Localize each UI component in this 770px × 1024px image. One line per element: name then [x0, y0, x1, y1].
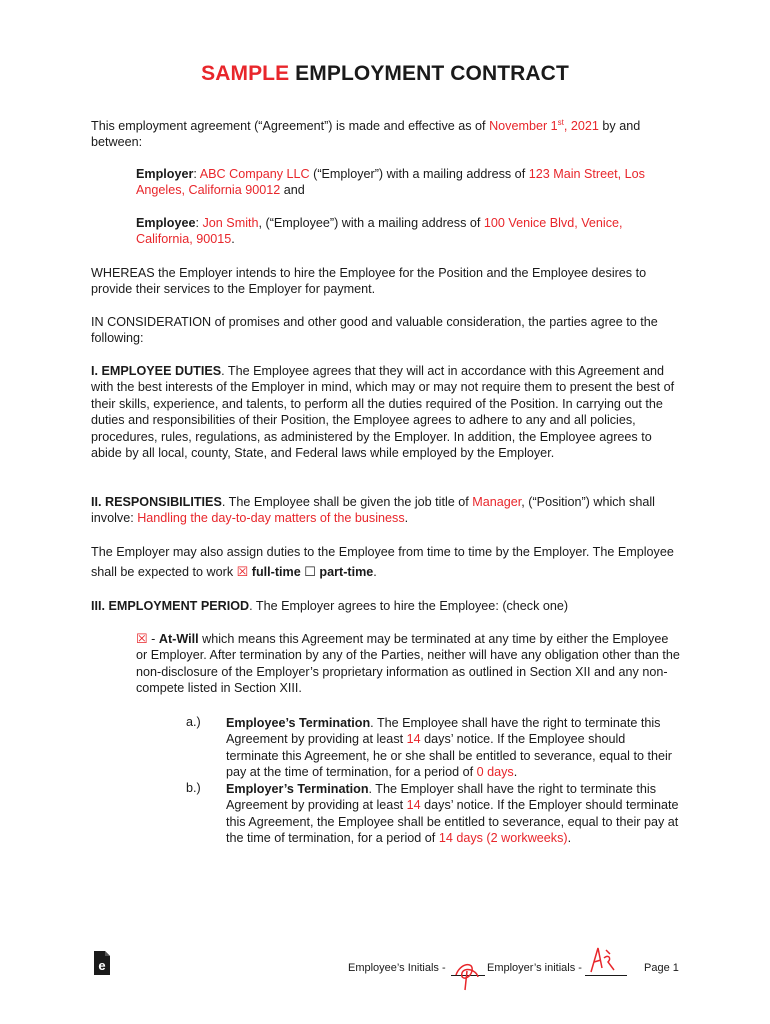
page-title — [0, 62, 770, 86]
title-sample: SAMPLE — [201, 62, 290, 85]
employee-label: Employee — [136, 216, 196, 230]
duties-text: . The Employee agrees that they will act in accordance with this Agreement and with the best interests of the Employer in mind, which may or may not require them to present the best of their skills, experience, and talents, to perform all the duties required of the Position. In carrying out the duties and responsibilities of their Position, the Employee agrees to adhere to any and all policies, procedures, rules, regulations, as administered by the Employer. In addition, the Employee agrees to abide by all local, county, State, and Federal laws while employed by the Employer. — [91, 364, 675, 461]
termination-b-severance: 14 days (2 workweeks) — [438, 831, 568, 846]
employee-text: , (“Employee”) with a mailing address of — [258, 216, 484, 230]
employee-signature — [450, 955, 486, 993]
date-year: , 2021 — [563, 119, 599, 133]
termination-a-text3: . — [513, 765, 518, 780]
job-title: Manager — [472, 495, 522, 509]
title-main: EMPLOYMENT CONTRACT — [295, 62, 569, 85]
termination-a-marker: a.) — [186, 715, 201, 729]
responsibilities-paragraph — [91, 494, 681, 527]
termination-b-marker: b.) — [186, 781, 201, 795]
termination-b-text1: . The Employer shall have the right to terminate this Agreement by providing at least — [226, 782, 656, 813]
termination-b-paragraph — [226, 781, 681, 847]
employer-label: Employer — [136, 167, 194, 181]
employer-initials-label: Employer’s initials - — [487, 962, 582, 974]
at-will-dash: - — [147, 632, 159, 646]
svg-text:e: e — [98, 958, 106, 973]
at-will-text: which means this Agreement may be terminated at any time by either the Employee or Employer. After termination by any of the Parties, neither will have any obligation other than the non-disclosure of the Employer’s proprietary information as outlined in Section XII and any non-compete listed in Section XIII. — [136, 632, 680, 696]
intro-text: This employment agreement (“Agreement”) is made and effective as of — [91, 119, 490, 133]
responsibilities-heading: II. RESPONSIBILITIES — [91, 495, 222, 509]
termination-a-text1: . The Employee shall have the right to terminate this Agreement by providing at least — [226, 716, 661, 747]
duties-heading: I. EMPLOYEE DUTIES — [91, 364, 222, 378]
full-time-checkbox-icon[interactable]: ☒ — [236, 564, 249, 579]
employer-signature — [586, 944, 620, 980]
assign-text: The Employer may also assign duties to the Employee from time to time by the Employer. The Employee shall be expected to work — [91, 545, 674, 579]
termination-a-text2: days’ notice. If the Employee should terminate this Agreement, he or she shall be entitled to severance, equal to their pay at the time of termination, for a period of — [226, 732, 672, 780]
termination-b-text2: days’ notice. If the Employer should terminate this Agreement, the Employee shall be entitled to severance, equal to their pay at the time of termination, for a period of — [226, 798, 679, 846]
termination-b-days: 14 — [406, 798, 421, 813]
duties-paragraph — [91, 363, 681, 461]
at-will-paragraph — [136, 631, 681, 697]
period-heading: III. EMPLOYMENT PERIOD — [91, 599, 250, 613]
responsibilities-text1: . The Employee shall be given the job title of — [221, 495, 473, 509]
termination-a-paragraph — [226, 715, 681, 781]
termination-b-label: Employer’s Termination — [226, 782, 369, 796]
termination-a-days: 14 — [406, 732, 421, 747]
assign-paragraph — [91, 543, 681, 582]
employee-paragraph: Employee: Jon Smith, (“Employee”) with a mailing address of 100 Venice Blvd, Venice, California, 90015. — [136, 216, 623, 247]
period-paragraph — [91, 598, 681, 614]
employee-name: Jon Smith — [202, 216, 259, 230]
intro-after: by and between: — [91, 119, 641, 150]
employer-paragraph: Employer: ABC Company LLC (“Employer”) with a mailing address of 123 Main Street, Los Angeles, California 90012 and — [136, 167, 645, 198]
responsibilities-text3: . — [404, 511, 409, 526]
whereas-paragraph: WHEREAS the Employer intends to hire the Employee for the Position and the Employee desires to provide their services to the Employer for payment. — [91, 266, 647, 297]
at-will-checkbox-icon[interactable]: ☒ — [136, 631, 148, 646]
effective-date — [489, 119, 599, 133]
intro-paragraph — [91, 118, 681, 151]
employee-initials-label: Employee’s Initials - — [348, 962, 446, 974]
period-text: . The Employer agrees to hire the Employee: (check one) — [249, 599, 569, 613]
eforms-logo-icon — [92, 950, 112, 976]
employee-address: 100 Venice Blvd, Venice, California, 90015 — [136, 216, 623, 247]
full-time-label: full-time — [251, 565, 301, 579]
employee-after: . — [231, 232, 235, 247]
employer-text: (“Employer”) with a mailing address of — [309, 167, 529, 181]
part-time-checkbox-icon[interactable]: ☐ — [304, 564, 316, 579]
at-will-label: At-Will — [158, 632, 199, 646]
assign-end: . — [373, 565, 377, 579]
termination-a-label: Employee’s Termination — [226, 716, 371, 730]
employer-after: and — [280, 183, 305, 198]
employer-name: ABC Company LLC — [199, 167, 310, 181]
date-sup: st — [557, 117, 564, 127]
date-main: November 1 — [489, 119, 558, 133]
employer-address: 123 Main Street, Los Angeles, California 90012 — [136, 167, 645, 198]
consideration-paragraph: IN CONSIDERATION of promises and other good and valuable consideration, the parties agree to the following: — [91, 315, 658, 346]
termination-a-severance: 0 days — [476, 765, 514, 780]
responsibilities-text2: , (“Position”) which shall involve: — [91, 495, 655, 526]
page-number: Page 1 — [644, 962, 679, 974]
job-involves: Handling the day-to-day matters of the business — [137, 511, 405, 526]
part-time-label: part-time — [319, 565, 374, 579]
termination-b-text3: . — [567, 831, 572, 846]
